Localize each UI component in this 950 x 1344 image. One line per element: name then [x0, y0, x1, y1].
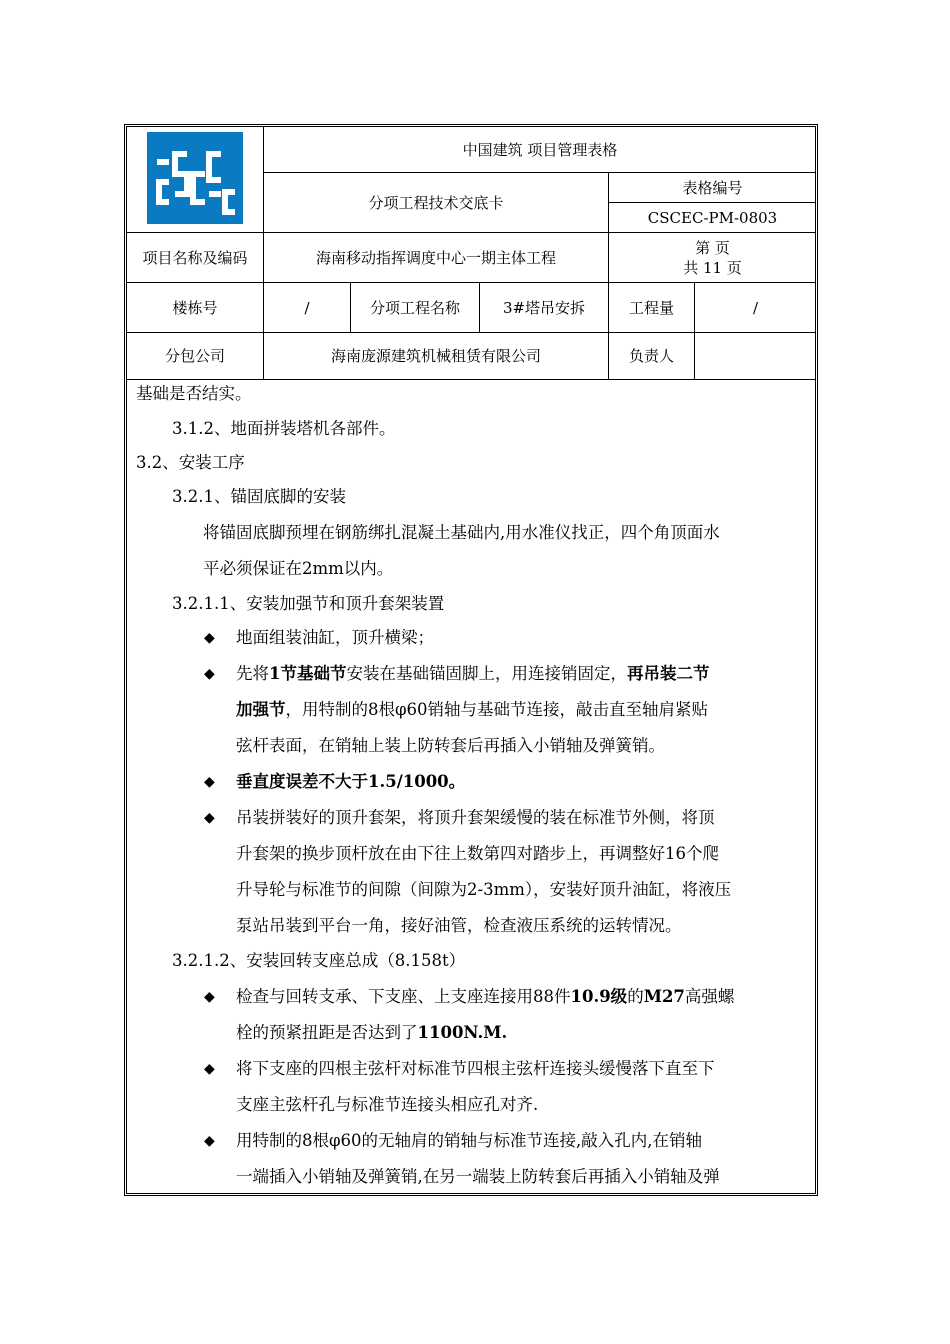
text-line: 3.1.2、地面拼装塔机各部件。	[172, 419, 396, 438]
subsection-heading: 3.2.1、锚固底脚的安装	[172, 487, 346, 506]
bullet-text: 加强节，用特制的8根φ60销轴与基础节连接，敲击直至轴肩紧贴	[236, 700, 709, 719]
total-pages: 共 11 页	[683, 258, 742, 277]
project-label: 项目名称及编码	[142, 248, 248, 267]
diamond-bullet-icon: ◆	[204, 989, 215, 1005]
bullet-text: 检查与回转支承、下支座、上支座连接用88件10.9级的M27高强螺	[236, 987, 735, 1006]
subsection-heading: 3.2.1.1、安装加强节和顶升套架装置	[172, 594, 445, 613]
bullet-text: 将下支座的四根主弦杆对标准节四根主弦杆连接头缓慢落下直至下	[236, 1059, 715, 1078]
bullet-text: 一端插入小销轴及弹簧销,在另一端装上防转套后再插入小销轴及弹	[236, 1167, 720, 1186]
building-value: /	[304, 298, 310, 317]
bullet-text: 支座主弦杆孔与标准节连接头相应孔对齐.	[236, 1095, 539, 1114]
diamond-bullet-icon: ◆	[204, 774, 215, 790]
diamond-bullet-icon: ◆	[204, 630, 215, 646]
page-info	[609, 233, 816, 282]
quantity-label: 工程量	[628, 298, 674, 317]
form-no: CSCEC-PM-0803	[647, 208, 778, 227]
bullet-text: 升套架的换步顶杆放在由下往上数第四对踏步上，再调整好16个爬	[236, 844, 719, 863]
text-line: 将锚固底脚预埋在钢筋绑扎混凝土基础内,用水准仪找正，四个角顶面水	[203, 523, 720, 542]
cscec-logo	[147, 132, 243, 224]
sub-company-value: 海南庞源建筑机械租赁有限公司	[330, 347, 541, 365]
text-line: 基础是否结实。	[136, 384, 252, 403]
form-name: 分项工程技术交底卡	[368, 193, 504, 212]
bullet-text: 用特制的8根φ60的无轴肩的销轴与标准节连接,敲入孔内,在销轴	[236, 1131, 703, 1150]
bullet-text: 吊装拼装好的顶升套架，将顶升套架缓慢的装在标准节外侧，将顶	[236, 808, 715, 827]
text-line: 平必须保证在2mm以内。	[203, 559, 394, 578]
bullet-text: 垂直度误差不大于1.5/1000。	[236, 772, 466, 791]
diamond-bullet-icon: ◆	[204, 1133, 215, 1149]
bullet-text: 先将1节基础节安装在基础锚固脚上，用连接销固定，再吊装二节	[236, 664, 710, 683]
quantity-value: /	[752, 298, 759, 317]
section-heading: 3.2、安装工序	[136, 453, 245, 472]
bullet-text: 弦杆表面，在销轴上装上防转套后再插入小销轴及弹簧销。	[236, 736, 665, 755]
diamond-bullet-icon: ◆	[204, 666, 215, 682]
subsection-heading: 3.2.1.2、安装回转支座总成（8.158t）	[172, 951, 466, 970]
subitem-label: 分项工程名称	[369, 298, 460, 317]
subitem-value: 3#塔吊安拆	[502, 298, 586, 317]
bullet-text: 升导轮与标准节的间隙（间隙为2-3mm），安装好顶升油缸，将液压	[236, 880, 732, 899]
page-label: 第 页	[695, 238, 730, 257]
bullet-text: 泵站吊装到平台一角，接好油管，检查液压系统的运转情况。	[236, 916, 682, 935]
responsible-value	[695, 333, 816, 379]
building-label: 楼栋号	[172, 298, 218, 317]
bullet-text: 栓的预紧扭距是否达到了1100N.M.	[236, 1023, 508, 1042]
responsible-label: 负责人	[628, 347, 674, 365]
grid-line	[127, 379, 816, 380]
bullet-text: 地面组装油缸，顶升横梁；	[236, 628, 434, 647]
diamond-bullet-icon: ◆	[204, 1061, 215, 1077]
sub-company-label: 分包公司	[164, 347, 225, 365]
diamond-bullet-icon: ◆	[204, 810, 215, 826]
form-top-title: 中国建筑 项目管理表格	[462, 141, 618, 159]
project-name: 海南移动指挥调度中心一期主体工程	[315, 248, 556, 267]
form-no-label: 表格编号	[682, 178, 743, 197]
